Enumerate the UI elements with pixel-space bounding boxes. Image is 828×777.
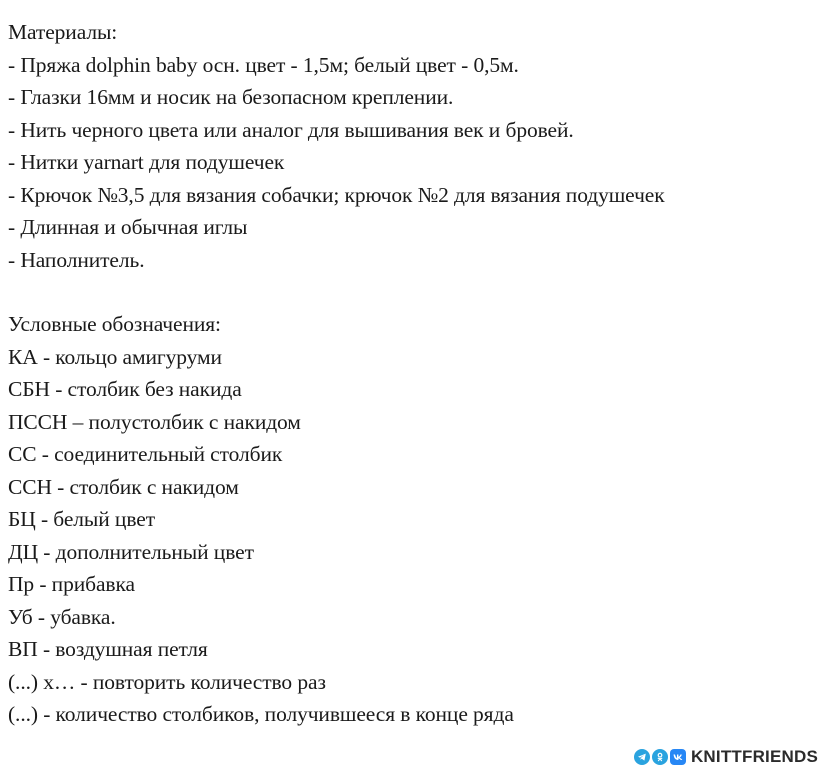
materials-item: - Нить черного цвета или аналог для вышивания век и бровей. <box>8 117 574 142</box>
legend-item: Уб - убавка. <box>8 604 116 629</box>
watermark-text: KNITTFRIENDS <box>690 747 818 766</box>
legend-item: ССН - столбик с накидом <box>8 474 239 499</box>
materials-item: - Длинная и обычная иглы <box>8 215 248 239</box>
legend-item: БЦ - белый цвет <box>8 507 156 531</box>
materials-item: - Крючок №3,5 для вязания собачки; крючок №2 для вязания подушечек <box>8 182 665 207</box>
telegram-icon <box>634 749 650 765</box>
materials-item: - Пряжа dolphin baby осн. цвет - 1,5м; белый цвет - 0,5м. <box>8 52 519 77</box>
materials-heading: Материалы: <box>8 20 118 44</box>
legend-item: ДЦ - дополнительный цвет <box>8 539 254 564</box>
legend-item: (...) х… - повторить количество раз <box>8 669 326 694</box>
legend-item: СБН - столбик без накида <box>8 377 242 401</box>
materials-item: - Наполнитель. <box>8 247 145 272</box>
legend-item: (...) - количество столбиков, получившееся в конце ряда <box>8 702 514 726</box>
legend-heading: Условные обозначения: <box>8 312 221 336</box>
section-spacer <box>8 276 823 308</box>
legend-item: ПССН – полустолбик с накидом <box>8 409 301 434</box>
vk-icon <box>670 749 686 765</box>
materials-item: - Нитки yarnart для подушечек <box>8 150 285 174</box>
legend-item: ВП - воздушная петля <box>8 637 208 661</box>
legend-item: Пр - прибавка <box>8 572 135 596</box>
document-body <box>8 16 823 731</box>
legend-item: СС - соединительный столбик <box>8 442 283 466</box>
legend-item: КА - кольцо амигуруми <box>8 344 222 369</box>
watermark <box>634 747 818 767</box>
ok-icon <box>652 749 668 765</box>
materials-item: - Глазки 16мм и носик на безопасном креплении. <box>8 85 454 109</box>
